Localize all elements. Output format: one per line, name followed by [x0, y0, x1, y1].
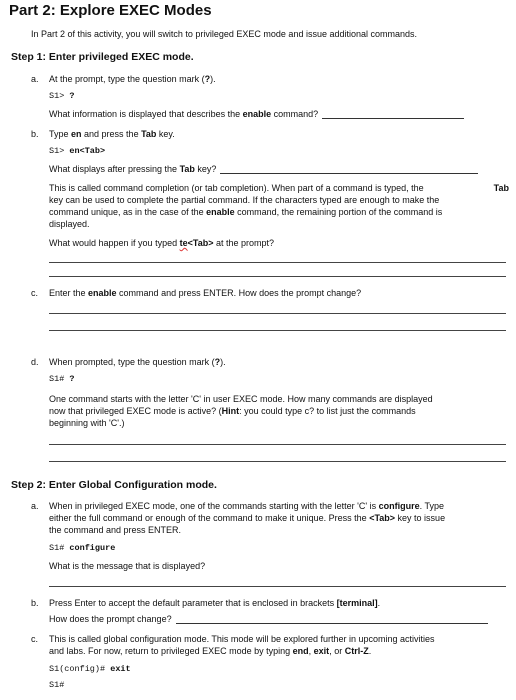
answer-line[interactable] [49, 313, 506, 314]
step2-a-question: What is the message that is displayed? [49, 561, 206, 571]
answer-blank[interactable] [220, 164, 478, 174]
step2-b-question: How does the prompt change? [49, 614, 488, 624]
step2-a-label: a. [31, 501, 39, 511]
answer-blank[interactable] [322, 109, 464, 119]
step1-title: Step 1: Enter privileged EXEC mode. [11, 51, 194, 63]
answer-line[interactable] [49, 444, 506, 445]
step1-b-paragraph: This is called command completion (or tab completion). When part of a command is typed, the Tab key can be used to complete the partial command. If the characters typed are enough to make the command unique, as in the case of the enable command, the remaining portion of the command is displayed. [49, 183, 509, 229]
step2-c-code1: S1(config)# exit [49, 664, 131, 674]
step2-b-text: Press Enter to accept the default parameter that is enclosed in brackets [terminal]. [49, 598, 381, 608]
answer-line[interactable] [49, 330, 506, 331]
step1-b-code: S1> en<Tab> [49, 146, 106, 156]
step1-a-label: a. [31, 74, 39, 84]
step2-a-code: S1# configure [49, 543, 116, 553]
step2-title: Step 2: Enter Global Configuration mode. [11, 479, 217, 491]
answer-blank[interactable] [176, 614, 488, 624]
step1-c-text: Enter the enable command and press ENTER. How does the prompt change? [49, 288, 362, 298]
step2-c-code2: S1# [49, 680, 65, 690]
answer-line[interactable] [49, 461, 506, 462]
part-title: Part 2: Explore EXEC Modes [9, 2, 212, 19]
step1-d-code: S1# ? [49, 374, 75, 384]
step1-a-code: S1> ? [49, 91, 75, 101]
step2-c-paragraph: This is called global configuration mode. This mode will be explored further in upcoming activities and labs. For now, return to privileged EXEC mode by typing end, exit, or Ctrl-Z. [49, 634, 435, 656]
step1-d-label: d. [31, 357, 39, 367]
step2-a-paragraph: When in privileged EXEC mode, one of the commands starting with the letter 'C' is configure. Type either the full command or enough of the command to make it unique. Press the <Tab> key to issue the command and press ENTER. [49, 501, 446, 535]
step2-c-label: c. [31, 634, 39, 644]
step1-b-label: b. [31, 129, 39, 139]
step1-b-text: Type en and press the Tab key. [49, 129, 175, 139]
answer-line[interactable] [49, 262, 506, 263]
step1-a-text: At the prompt, type the question mark (?). [49, 74, 216, 84]
step1-a-question: What information is displayed that describes the enable command? [49, 109, 464, 119]
answer-line[interactable] [49, 276, 506, 277]
step1-d-text: When prompted, type the question mark (?). [49, 357, 226, 367]
step1-c-label: c. [31, 288, 39, 298]
part-intro: In Part 2 of this activity, you will switch to privileged EXEC mode and issue additional commands. [31, 29, 418, 39]
step1-d-paragraph: One command starts with the letter 'C' in user EXEC mode. How many commands are displayed now that privileged EXEC mode is active? (Hint: you could type c? to list just the commands beginning with 'C'.) [49, 394, 433, 428]
step2-b-label: b. [31, 598, 39, 608]
step1-b-question: What displays after pressing the Tab key? [49, 164, 478, 174]
step1-b-question2: What would happen if you typed te<Tab> at the prompt? [49, 238, 275, 248]
answer-line[interactable] [49, 586, 506, 587]
